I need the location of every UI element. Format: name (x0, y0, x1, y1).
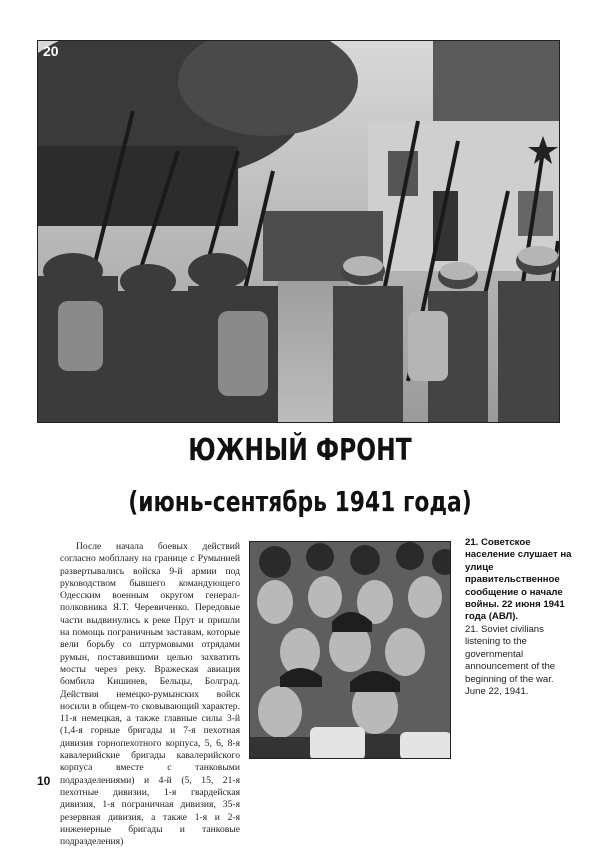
photo-marching-soldiers-image (38, 41, 560, 423)
section-subtitle: (июнь-сентябрь 1941 года) (128, 485, 472, 518)
page-number: 10 (37, 774, 51, 788)
photo-civilians-crowd-image (250, 542, 451, 759)
body-paragraph: После начала боевых действий согласно мобплану на границе с Румынией развертывались войска 9-й армии под руководством бывшего командующего Одесским военным округом генерал-полковника Я.Т. Черевиченко. Передовые части выдвинулись к реке Прут и пришли на помощь пограничным заставам, которые вели борьбу со штурмовыми отрядами румын, поставившими целью захватить мосты через реку. Вражеская авиация бомбила Кишинев, Бельцы, Болград. Действия немецко-румынских войск носили в общем-то сковывающий характер. 11-я немецкая, а также главные силы 3-й (1,4-я горные бригады и 7-я пехотная дивизия горнопехотного корпуса, 5, 6, 8-я кавалерийские бригады кавалерийского корпуса вместе с танковыми подразделениями) и 4-й (5, 15, 21-я пехотные дивизии, 1-я гвардейская дивизия, 1-я пограничная дивизия, 35-я резервная дивизия, а также 1-я и 2-я инженерные бригады и танковые подразделения) (60, 541, 240, 848)
photo-marching-soldiers (37, 40, 560, 423)
photo-civilians-crowd (249, 541, 451, 759)
photo-caption-russian: 21. Советское население слушает на улице правительственное сообщение о начале войны. 22 июня 1941 года (АВЛ). (465, 537, 572, 623)
photo-number: 20 (43, 43, 59, 59)
section-title: ЮЖНЫЙ ФРОНТ (188, 433, 412, 468)
photo-caption-english: 21. Soviet civilians listening to the governmental announcement of the beginning of the war. June 22, 1941. (465, 624, 556, 698)
